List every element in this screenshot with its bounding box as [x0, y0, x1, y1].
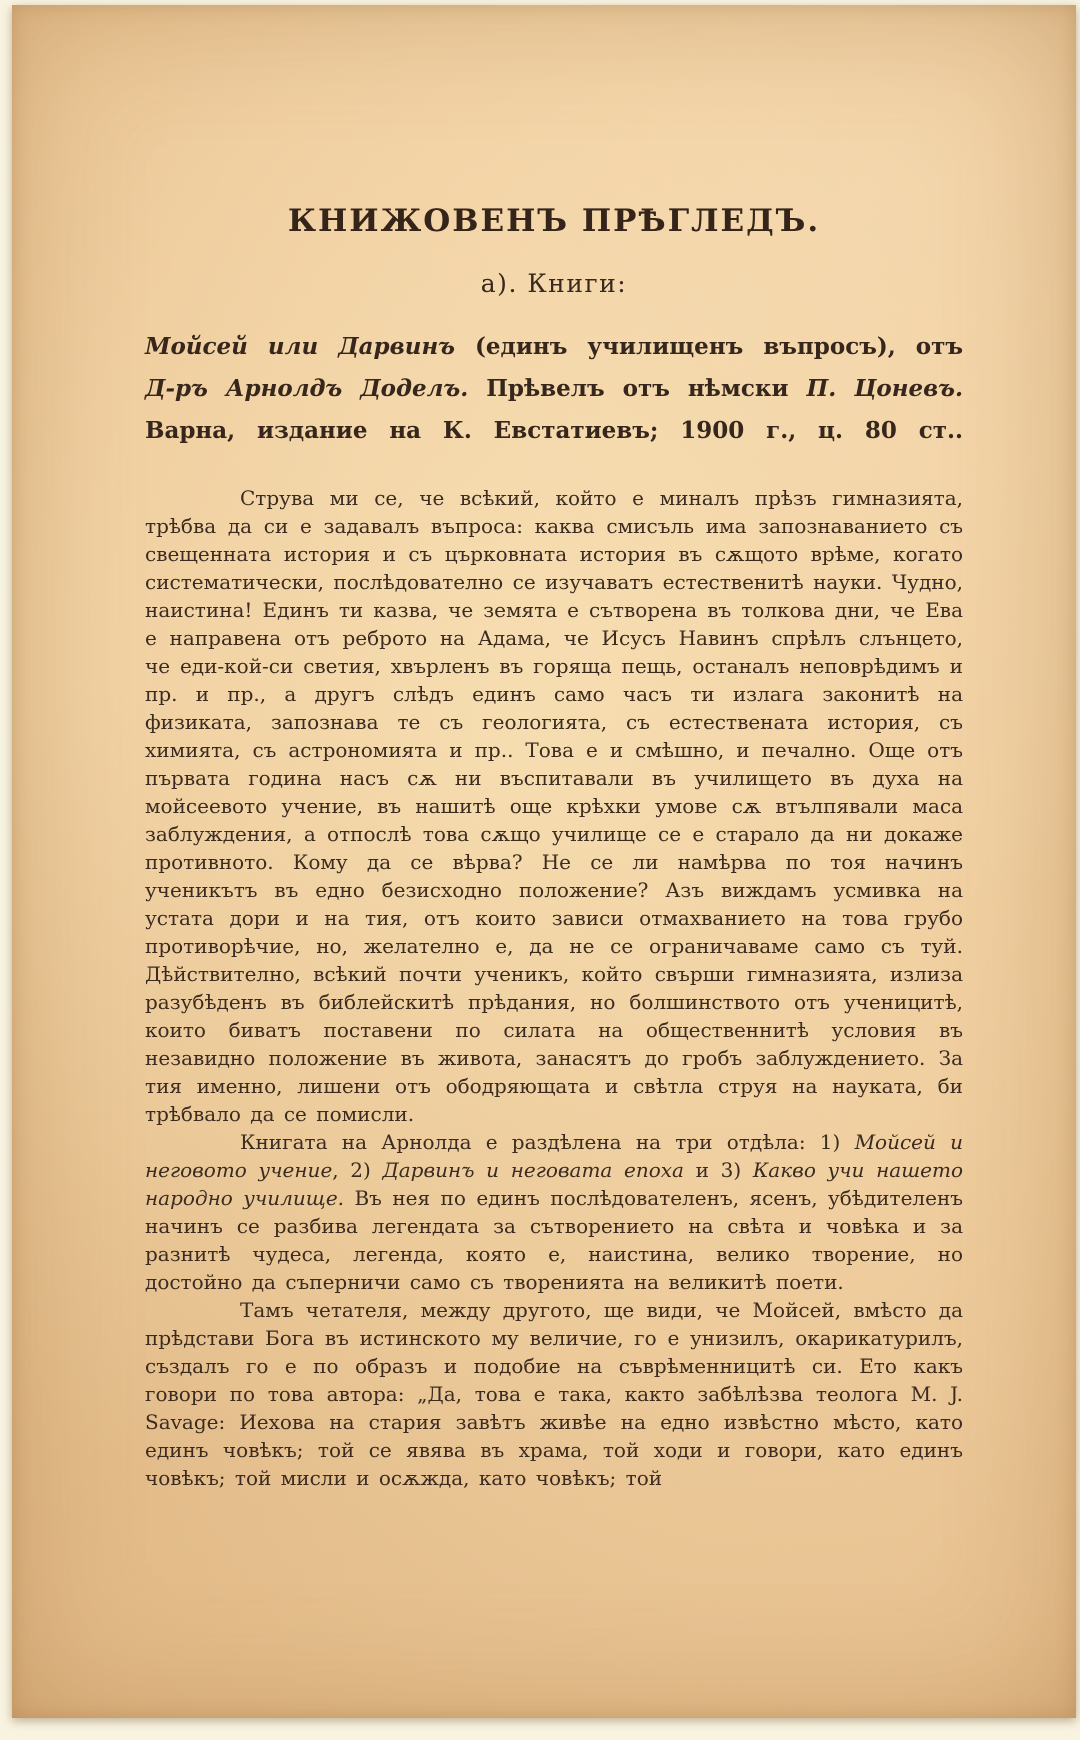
chapter-title: Мойсей и неговото учение	[145, 1130, 964, 1182]
biblio-line-1	[145, 326, 963, 368]
book-author: Д-ръ Арнолдъ Доделъ.	[145, 375, 469, 402]
subsection-heading: а). Книги:	[480, 269, 628, 298]
chapter-title: Какво учи нашето народно училище.	[145, 1158, 963, 1210]
article-body	[145, 484, 963, 1492]
text-run: (единъ училищенъ въпросъ), отъ	[475, 333, 963, 360]
text-run: Прѣвелъ отъ нѣмски	[486, 375, 789, 402]
biblio-line-3	[145, 410, 963, 452]
translator-name: П. Цоневъ.	[806, 375, 963, 402]
text-run: Книгата на Арнолда е раздѣлена на три отдѣла: 1)	[240, 1130, 855, 1154]
book-page	[12, 5, 1076, 1718]
text-run: и 3)	[683, 1158, 753, 1182]
text-run: Тамъ четателя, между другото, ще види, че Мойсей, вмѣсто да прѣдстави Бога въ истинското му величие, го е унизилъ, окарикатурилъ, създалъ го е по образъ и подобие на съврѣменницитѣ си. Ето какъ говори по това автора: „Да, това е така, както забѣлѣзва теолога M. J. Savage: Иехова на стария завѣтъ живѣе на едно извѣстно мѣсто, като единъ човѣкъ; той се явява въ храма, той ходи и говори, като единъ човѣкъ; той мисли и осѫжда, като човѣкъ; той	[145, 1298, 963, 1490]
text-run: , 2)	[332, 1158, 383, 1182]
chapter-title: Дарвинъ и неговата епоха	[382, 1158, 684, 1182]
section-title: КНИЖОВЕНЪ ПРѢГЛЕДЪ.	[287, 203, 821, 239]
book-title: Мойсей или Дарвинъ	[145, 333, 455, 360]
text-run: Въ нея по единъ послѣдователенъ, ясенъ, убѣдителенъ начинъ се разбива легендата за сътворението на свѣта и човѣка и за разнитѣ чудеса, легенда, която е, наистина, велико творение, но достойно да съперничи само съ творенията на великитѣ поети.	[145, 1186, 963, 1294]
imprint-info: Варна, издание на К. Евстатиевъ; 1900 г., ц. 80 ст..	[145, 417, 963, 444]
paragraph	[145, 1296, 963, 1492]
biblio-line-2	[145, 368, 963, 410]
page-content	[145, 203, 963, 1492]
paragraph	[145, 1128, 963, 1296]
text-run: Струва ми се, че всѣкий, който е миналъ прѣзъ гимназията, трѣбва да си е задавалъ въпроса: каква смисъль има запознаванието съ свещенната история и съ църковната история въ сѫщото врѣме, когато систематически, послѣдователно се изучаватъ естественитѣ науки. Чудно, наистина! Единъ ти казва, че земята е сътворена въ толкова дни, че Ева е направена отъ реброто на Адама, че Исусъ Навинъ спрѣлъ слънцето, че еди-кой-си светия, хвърленъ въ горяща пещь, останалъ неповрѣдимъ и пр. и пр., а другъ слѣдъ единъ само часъ ти излага законитѣ на физиката, запознава те съ геологията, съ естествената история, съ химията, съ астрономията и пр.. Това е и смѣшно, и печално. Още отъ първата година насъ сѫ ни въспитавали въ училището въ духа на мойсеевото учение, въ нашитѣ още крѣхки умове сѫ втълпявали маса заблуждения, а отпослѣ това сѫщо училище се е старало да ни докаже противното. Кому да се вѣрва? Не се ли намѣрва по тоя начинъ ученикътъ въ едно безисходно положение? Азъ виждамъ усмивка на устата дори и на тия, отъ които зависи отмахванието на това грубо противорѣчие, но, желателно е, да не се ограничаваме само съ туй. Дѣйствително, всѣкий почти ученикъ, който свърши гимназията, излиза разубѣденъ въ библейскитѣ прѣдания, но болшинството отъ ученицитѣ, които биватъ поставени по силата на общественнитѣ условия въ незавидно положение въ живота, занасятъ до гробъ заблуждението. За тия именно, лишени отъ ободряющата и свѣтла струя на науката, би трѣбвало да се помисли.	[145, 486, 963, 1126]
bibliographic-entry	[145, 326, 963, 452]
paragraph	[145, 484, 963, 1128]
